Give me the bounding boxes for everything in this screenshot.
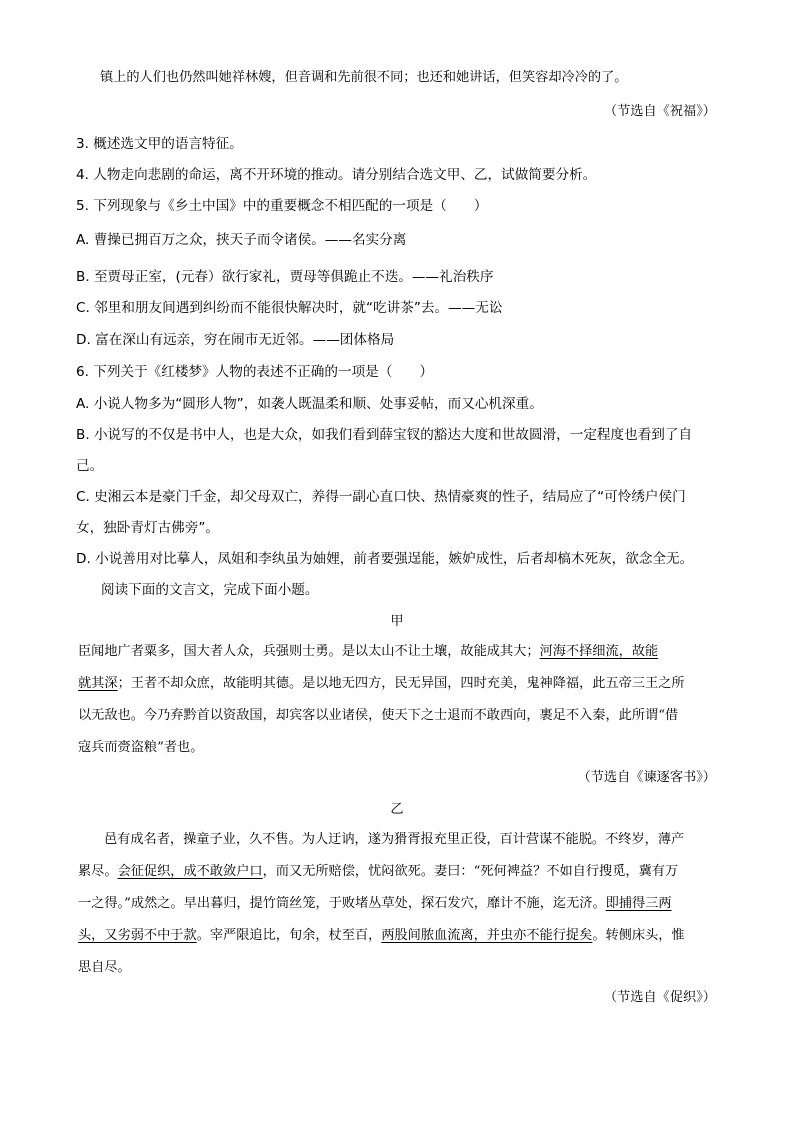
question-6-option-c-line2: 女，独卧青灯古佛旁”。 (76, 520, 219, 536)
passage-jia-line-2 (78, 672, 685, 691)
passage-yi-source: （节选自《促织》） (603, 990, 716, 1005)
passage-jia-line-3: 以无敌也。今乃弃黔首以资敌国，却宾客以业诸侯，使天下之士退而不敢西向，裹足不入秦，此所谓“借 (78, 708, 679, 723)
question-5-option-d: D. 富在深山有远亲，穷在闹市无近邻。——团体格局 (76, 332, 395, 348)
question-6-option-d: D. 小说善用对比摹人，凤姐和李纨虽为妯娌，前者要强逞能，嫉妒成性，后者却槁木死灰，欲念全无。 (76, 551, 694, 567)
passage-jia-line-4: 寇兵而赍盗粮”者也。 (78, 740, 204, 755)
passage-jia-text: ；王者不却众庶，故能明其德。是以地无四方，民无异国，四时充美，鬼神降福，此五帝三王之所 (117, 676, 685, 691)
passage-jia-underlined: 就其深 (78, 676, 118, 691)
passage-jia-text: 臣闻地广者粟多，国大者人众，兵强则士勇。是以太山不让土壤，故能成其大； (78, 644, 540, 659)
question-6-option-c-line1: C. 史湘云本是豪门千金，却父母双亡，养得一副心直口快、热情豪爽的性子，结局应了“可怜绣户侯门 (76, 489, 686, 505)
reading-intro: 阅读下面的文言文，完成下面小题。 (101, 582, 319, 598)
passage-yi-underlined: 两股间脓血流离，并虫亦不能行捉矣 (381, 928, 593, 943)
passage-jia-heading: 甲 (390, 614, 404, 629)
passage-yi-line-3 (78, 892, 672, 911)
question-5-option-c: C. 邻里和朋友间遇到纠纷而不能很快解决时，就“吃讲茶”去。——无讼 (76, 300, 503, 316)
question-6-option-b-line1: B. 小说写的不仅是书中人，也是大众，如我们看到薛宝钗的豁达大度和世故圆滑，一定程度也看到了自 (76, 427, 693, 443)
top-paragraph-line: 镇上的人们也仍然叫她祥林嫂，但音调和先前很不同；也还和她讲话，但笑容却冷冷的了。 (100, 70, 628, 85)
question-4: 4. 人物走向悲剧的命运，离不开环境的推动。请分别结合选文甲、乙，试做简要分析。 (76, 167, 597, 183)
top-source: （节选自《祝福》） (603, 104, 716, 119)
question-6-option-a: A. 小说人物多为“圆形人物”，如袭人既温柔和顺、处事妥帖，而又心机深重。 (76, 396, 543, 412)
passage-yi-underlined: 会征促织，成不敢敛户口 (117, 864, 263, 879)
passage-jia-source: （节选自《谏逐客书》） (577, 770, 716, 785)
passage-yi-underlined: 即捕得三两 (605, 896, 672, 911)
question-5-stem: 5. 下列现象与《乡土中国》中的重要概念不相匹配的一项是（ ） (76, 198, 488, 214)
question-6-option-b-line2: 己。 (76, 458, 104, 474)
passage-yi-text: 累尽。 (78, 864, 118, 879)
passage-yi-text: 。转侧床头，惟 (592, 928, 685, 943)
passage-jia-underlined: 河海不择细流，故能 (539, 644, 659, 659)
question-6-stem: 6. 下列关于《红楼梦》人物的表述不正确的一项是（ ） (76, 364, 434, 380)
passage-yi-line-5: 思自尽。 (78, 960, 131, 975)
passage-yi-heading: 乙 (390, 802, 404, 817)
passage-yi-underlined: 头，又劣弱不中于款 (78, 928, 197, 943)
passage-yi-text: 。宰严限追比，旬余，杖至百， (196, 928, 382, 943)
question-5-option-a: A. 曹操已拥百万之众，挟天子而令诸侯。——名实分离 (76, 232, 407, 248)
passage-yi-text: 一之得。”成然之。早出暮归，提竹筒丝笼，于败堵丛草处，探石发穴，靡计不施，迄无济。 (78, 896, 606, 911)
passage-yi-line-2 (78, 860, 678, 879)
passage-yi-line-4 (78, 924, 685, 943)
passage-yi-text: ，而又无所赔偿，忧闷欲死。妻曰：“死何裨益？不如自行搜觅，冀有万 (262, 864, 679, 879)
question-5-option-b: B. 至贾母正室，(元春）欲行家礼，贾母等俱跪止不迭。——礼治秩序 (76, 269, 494, 285)
passage-jia-line-1 (78, 640, 658, 659)
passage-yi-line-1: 邑有成名者，操童子业，久不售。为人迂讷，遂为猾胥报充里正役，百计营谋不能脱。不终岁，薄产 (104, 832, 685, 847)
question-3: 3. 概述选文甲的语言特征。 (76, 136, 243, 152)
